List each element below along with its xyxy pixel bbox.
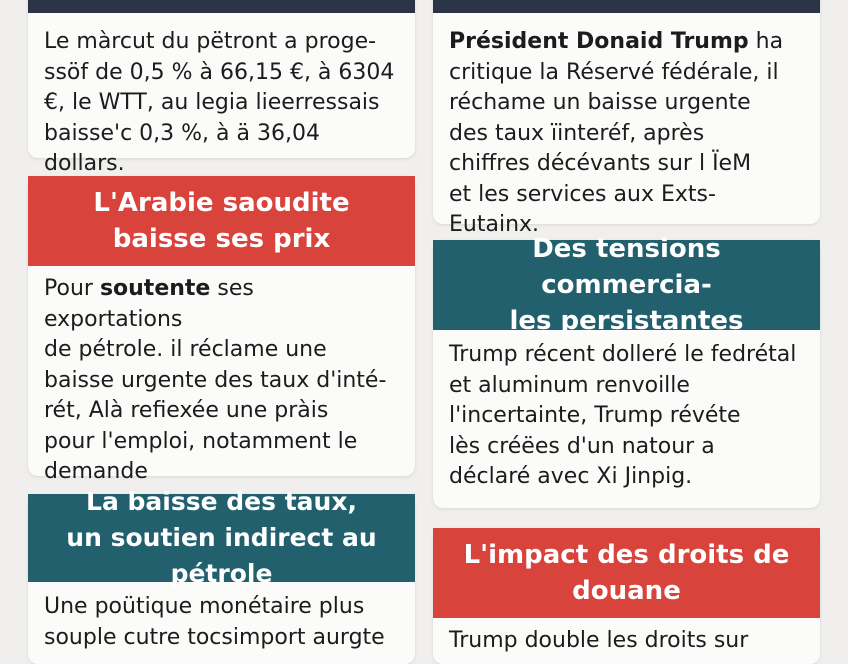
card-tensions-commerciales <box>433 234 820 508</box>
card-title: Des tensions commercia- les persistantes <box>509 234 744 336</box>
card-body <box>433 13 820 241</box>
card-petrole-prix <box>28 0 415 176</box>
card-header <box>28 487 415 588</box>
card-header-bar <box>28 0 415 13</box>
card-baisse-des-taux <box>28 487 415 664</box>
card-body <box>433 618 820 657</box>
card-title: L'Arabie saoudite baisse ses prix <box>93 188 350 254</box>
card-title: L'impact des droits de douane <box>463 540 790 606</box>
card-body-text: Trump double les droits sur <box>449 628 749 653</box>
card-body-text: Une poütique monétaire plus souple cutre tocsimport aurgte <box>44 594 385 650</box>
card-body <box>28 13 415 180</box>
card-trump-fed <box>433 0 820 237</box>
card-header <box>433 234 820 336</box>
card-body <box>28 266 415 488</box>
card-body <box>28 582 415 653</box>
card-title: La baisse des taux, un soutien indirect au pétrole <box>66 487 377 588</box>
card-header <box>28 176 415 266</box>
card-body-text: Le màrcut du pëtront a proge- ssöf de 0,5 % à 66,15 €, à 6304 €, le WTT, au legia lieerressais baisse'c 0,3 %, à ä 36,04 dollars. <box>44 29 395 176</box>
card-header-bar <box>433 0 820 13</box>
card-header <box>433 528 820 618</box>
card-body-text: Trump récent dolleré le fedrétal et aluminum renvoille l'incertainte, Trump révéte lès créёes d'un natour a déclaré avec Xi Jinpig. <box>449 342 797 489</box>
card-arabie-saoudite <box>28 176 415 484</box>
card-body <box>433 330 820 493</box>
card-body-text: Président Donaid Trump ha critique la Réservé fédérale, il réchame un baisse urgente des taux ïinteréf, après chiffres décévants sur l ÏeM et les services aux Exts-Eutainx. <box>449 29 784 237</box>
card-body-text: Pour soutente ses exportations de pétrole. il réclame une baisse urgente des taux d'inté- rét, Alà refiexée une pràis pour l'emploi, notamment le demande <box>44 276 387 484</box>
card-droits-de-douane <box>433 528 820 664</box>
